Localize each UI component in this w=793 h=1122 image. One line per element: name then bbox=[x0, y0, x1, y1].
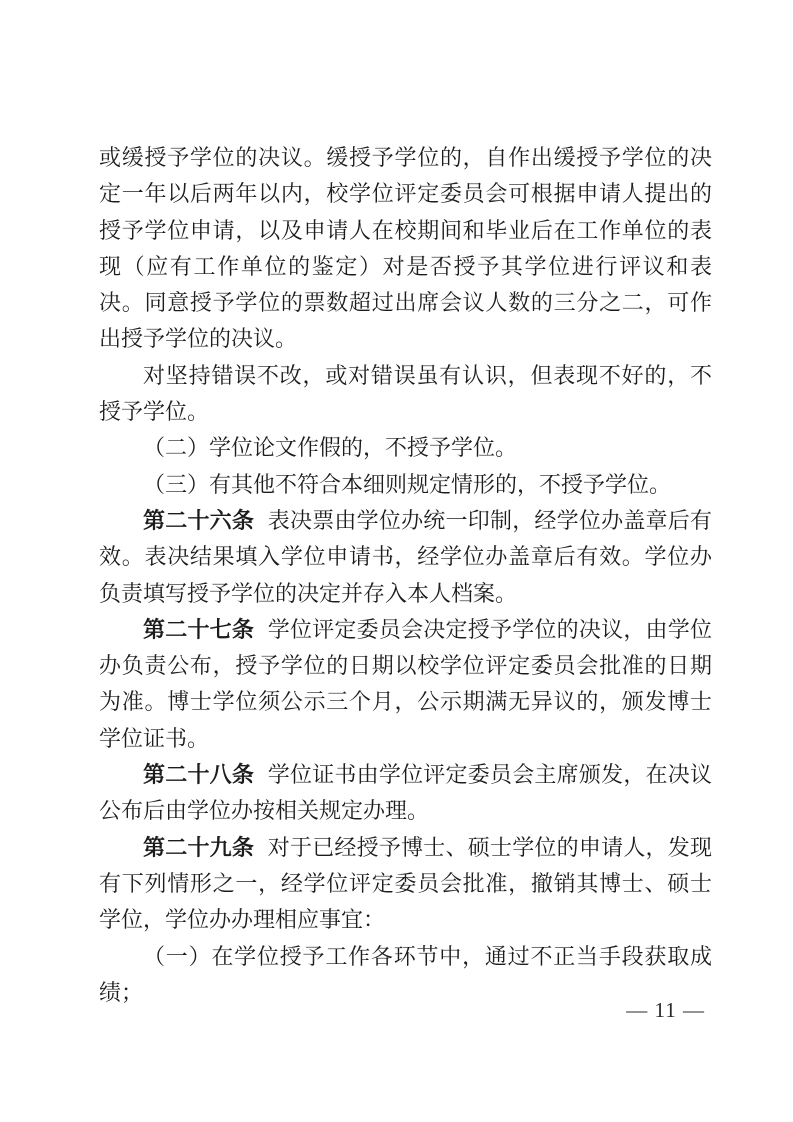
paragraph bbox=[99, 939, 712, 1012]
paragraph bbox=[99, 467, 712, 503]
article-heading: 第二十八条 bbox=[143, 762, 255, 788]
paragraph bbox=[99, 757, 712, 830]
paragraph-text: 表决票由学位办统一印制，经学位办盖章后有效。表决结果填入学位申请书，经学位办盖章后有效。学位办负责填写授予学位的决定并存入本人档案。 bbox=[99, 507, 712, 606]
page-footer bbox=[626, 998, 705, 1023]
paragraph-text: （二）学位论文作假的，不授予学位。 bbox=[143, 435, 518, 461]
paragraph-text: 或缓授予学位的决议。缓授予学位的，自作出缓授予学位的决定一年以后两年以内，校学位评定委员会可根据申请人提出的授予学位申请，以及申请人在校期间和毕业后在工作单位的表现（应有工作单位的鉴定）对是否授予其学位进行评议和表决。同意授予学位的票数超过出席会议人数的三分之二，可作出授予学位的决议。 bbox=[99, 145, 712, 352]
paragraph-text: 学位证书由学位评定委员会主席颁发，在决议公布后由学位办按相关规定办理。 bbox=[99, 762, 712, 824]
page-number: — 11 — bbox=[626, 998, 705, 1022]
paragraph bbox=[99, 830, 712, 939]
paragraph-text: （一）在学位授予工作各环节中，通过不正当手段获取成绩； bbox=[99, 943, 712, 1005]
paragraph bbox=[99, 612, 712, 757]
paragraph bbox=[99, 140, 712, 358]
paragraph bbox=[99, 503, 712, 612]
paragraph bbox=[99, 430, 712, 466]
document-body bbox=[99, 140, 712, 1011]
paragraph-text: 对于已经授予博士、硕士学位的申请人，发现有下列情形之一，经学位评定委员会批准，撤销其博士、硕士学位，学位办办理相应事宜： bbox=[99, 834, 712, 933]
paragraph bbox=[99, 358, 712, 431]
paragraph-text: 学位评定委员会决定授予学位的决议，由学位办负责公布，授予学位的日期以校学位评定委员会批准的日期为准。博士学位须公示三个月，公示期满无异议的，颁发博士学位证书。 bbox=[99, 616, 712, 751]
article-heading: 第二十九条 bbox=[143, 834, 255, 860]
article-heading: 第二十七条 bbox=[143, 616, 255, 642]
paragraph-text: 对坚持错误不改，或对错误虽有认识，但表现不好的，不授予学位。 bbox=[99, 362, 712, 425]
article-heading: 第二十六条 bbox=[143, 507, 255, 533]
paragraph-text: （三）有其他不符合本细则规定情形的，不授予学位。 bbox=[143, 471, 672, 497]
